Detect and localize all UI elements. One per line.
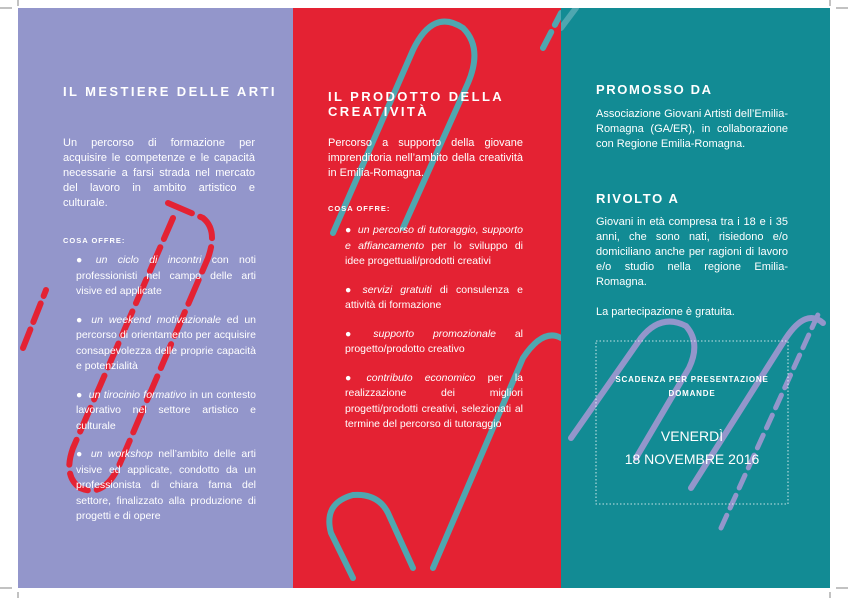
- intro-text: Un percorso di formazione per acquisire le competenze e le capacità necessarie a farsi strada nel mercato del lavoro in ambito artistico e culturale.: [63, 137, 255, 209]
- deadline-day: VENERDÌ: [660, 428, 724, 444]
- deadline-date: 18 NOVEMBRE 2016: [624, 451, 760, 467]
- bullet-icon: ●: [345, 283, 357, 296]
- section-title: IL MESTIERE DELLE ARTI: [63, 84, 277, 99]
- bullet-icon: ●: [76, 313, 86, 326]
- panel-prodotto-creativita: [293, 8, 561, 588]
- offers-list: [76, 253, 256, 538]
- list-item: ● un ciclo di incontri con noti professionisti nel campo delle arti visive ed applicate: [76, 254, 256, 297]
- list-item: ● un tirocinio formativo in un contesto lavorativo nel settore artistico e culturale: [76, 388, 257, 432]
- bullet-icon: ●: [76, 254, 90, 266]
- deadline-label: SCADENZA PER PRESENTAZIONE DOMANDE: [615, 375, 769, 398]
- target-title: RIVOLTO A: [596, 191, 680, 206]
- bullet-icon: ●: [345, 371, 361, 384]
- list-item: ● supporto promozionale al progetto/prodotto creativo: [345, 327, 524, 355]
- list-item: ● un percorso di tutoraggio, supporto e affiancamento per lo sviluppo di idee progettuali/prodotti creativi: [345, 224, 523, 267]
- list-item: ● un weekend motivazionale ed un percorso di orientamento per acquisire consapevolezza delle proprie capacità e potenzialità: [76, 313, 257, 372]
- intro-text: Percorso a supporto della giovane imprenditoria nell’ambito della creatività in Emilia-Romagna.: [328, 137, 523, 179]
- panel-mestiere-arti: [18, 8, 293, 588]
- offers-label: COSA OFFRE:: [328, 204, 391, 213]
- list-item: ● contributo economico per la realizzazione dei migliori progetti/prodotti creativi, selezionati al termine del percorso di tutoraggio: [345, 371, 524, 430]
- free-note: La partecipazione è gratuita.: [596, 306, 735, 318]
- promoted-text: Associazione Giovani Artisti dell’Emilia-Romagna (GA/ER), in collaborazione con Regione Emilia-Romagna.: [596, 108, 788, 150]
- bullet-icon: ●: [345, 224, 352, 236]
- section-title: IL PRODOTTO DELLA CREATIVITÀ: [328, 89, 504, 119]
- bullet-icon: ●: [345, 327, 368, 340]
- bullet-icon: ●: [76, 448, 85, 460]
- deadline-box: [595, 340, 789, 505]
- target-text: Giovani in età compresa tra i 18 e i 35 anni, che sono nati, risiedono e/o domiciliano anche per ragioni di lavoro e/o studio nella regione Emilia-Romagna.: [596, 216, 788, 288]
- offers-label: COSA OFFRE:: [63, 236, 126, 245]
- bullet-icon: ●: [76, 388, 83, 401]
- promoted-title: PROMOSSO DA: [596, 82, 713, 97]
- list-item: ● un workshop nell’ambito delle arti visive ed applicate, condotto da un professionista di chiara fama del settore, finalizzato alla produzione di progetti e di opere: [76, 448, 256, 522]
- list-item: ● servizi gratuiti di consulenza e attività di formazione: [345, 283, 524, 311]
- offers-list: [345, 223, 523, 446]
